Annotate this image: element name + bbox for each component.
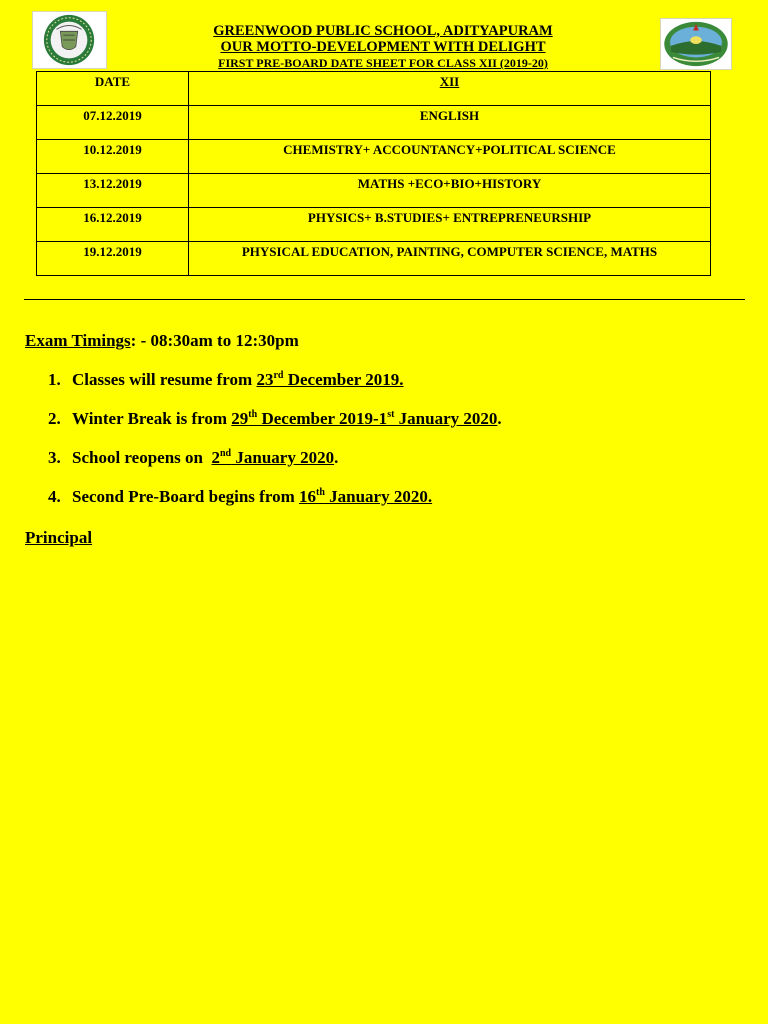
list-item: 2. Winter Break is from 29th December 2019-1st January 2020. (48, 409, 502, 428)
divider (24, 299, 745, 300)
exam-date: 16.12.2019 (37, 208, 189, 242)
exam-date: 19.12.2019 (37, 242, 189, 276)
school-name: GREENWOOD PUBLIC SCHOOL, ADITYAPURAM (213, 23, 553, 39)
table-row (37, 208, 711, 242)
exam-timings-label: Exam Timings (25, 331, 131, 350)
exam-subjects: PHYSICAL EDUCATION, PAINTING, COMPUTER SCIENCE, MATHS (189, 242, 711, 276)
exam-subjects: CHEMISTRY+ ACCOUNTANCY+POLITICAL SCIENCE (189, 140, 711, 174)
exam-subjects: ENGLISH (189, 106, 711, 140)
list-item: 3. School reopens on 2nd January 2020. (48, 448, 339, 467)
table-row (37, 140, 711, 174)
document-title: FIRST PRE-BOARD DATE SHEET FOR CLASS XII (2019-20) (218, 56, 548, 70)
principal-signature: Principal (25, 528, 93, 547)
column-header-class: XII (189, 72, 711, 106)
list-item: 1. Classes will resume from 23rd December 2019. (48, 370, 404, 389)
exam-subjects: MATHS +ECO+BIO+HISTORY (189, 174, 711, 208)
exam-subjects: PHYSICS+ B.STUDIES+ ENTREPRENEURSHIP (189, 208, 711, 242)
exam-timings-value: : - 08:30am to 12:30pm (130, 331, 299, 350)
table-header-row (37, 72, 711, 106)
exam-date: 07.12.2019 (37, 106, 189, 140)
column-header-date: DATE (37, 72, 189, 106)
list-item: 4. Second Pre-Board begins from 16th January 2020. (48, 487, 433, 506)
date-sheet-table (36, 71, 711, 276)
school-motto: OUR MOTTO-DEVELOPMENT WITH DELIGHT (220, 39, 546, 55)
exam-date: 10.12.2019 (37, 140, 189, 174)
table-row (37, 242, 711, 276)
table-row (37, 174, 711, 208)
table-row (37, 106, 711, 140)
exam-timings (25, 331, 299, 351)
exam-date: 13.12.2019 (37, 174, 189, 208)
